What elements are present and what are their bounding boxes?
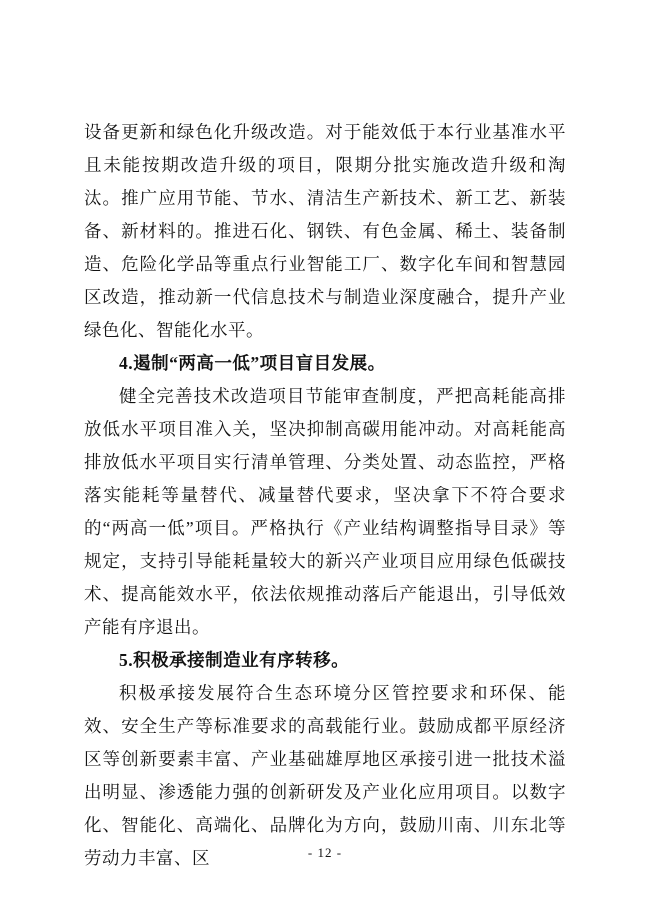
body-paragraph: 积极承接发展符合生态环境分区管控要求和环保、能效、安全生产等标准要求的高载能行业。鼓励成都平原经济区等创新要素丰富、产业基础雄厚地区承接引进一批技术溢出明显、渗透能力强的创新研发及产业化应用项目。以数字化、智能化、高端化、品牌化为方向，鼓励川南、川东北等劳动力丰富、区 bbox=[84, 683, 566, 868]
body-paragraph-continued: 设备更新和绿色化升级改造。对于能效低于本行业基准水平且未能按期改造升级的项目，限期分批实施改造升级和淘汰。推广应用节能、节水、清洁生产新技术、新工艺、新装备、新材料的。推进石化、钢铁、有色金属、稀土、装备制造、危险化学品等重点行业智能工厂、数字化车间和智慧园区改造，推动新一代信息技术与制造业深度融合，提升产业绿色化、智能化水平。 bbox=[84, 122, 566, 340]
page-number: - 12 - bbox=[307, 845, 343, 860]
section-heading-4: 4.遏制“两高一低”项目盲目发展。 bbox=[119, 353, 386, 373]
document-text-block bbox=[84, 116, 566, 875]
section-heading-5: 5.积极承接制造业有序转移。 bbox=[119, 650, 350, 670]
body-paragraph: 健全完善技术改造项目节能审查制度，严把高耗能高排放低水平项目准入关，坚决抑制高碳用能冲动。对高耗能高排放低水平项目实行清单管理、分类处置、动态监控，严格落实能耗等量替代、减量替代要求，坚决拿下不符合要求的“两高一低”项目。严格执行《产业结构调整指导目录》等规定，支持引导能耗量较大的新兴产业项目应用绿色低碳技术、提高能效水平，依法依规推动落后产能退出，引导低效产能有序退出。 bbox=[84, 386, 566, 637]
